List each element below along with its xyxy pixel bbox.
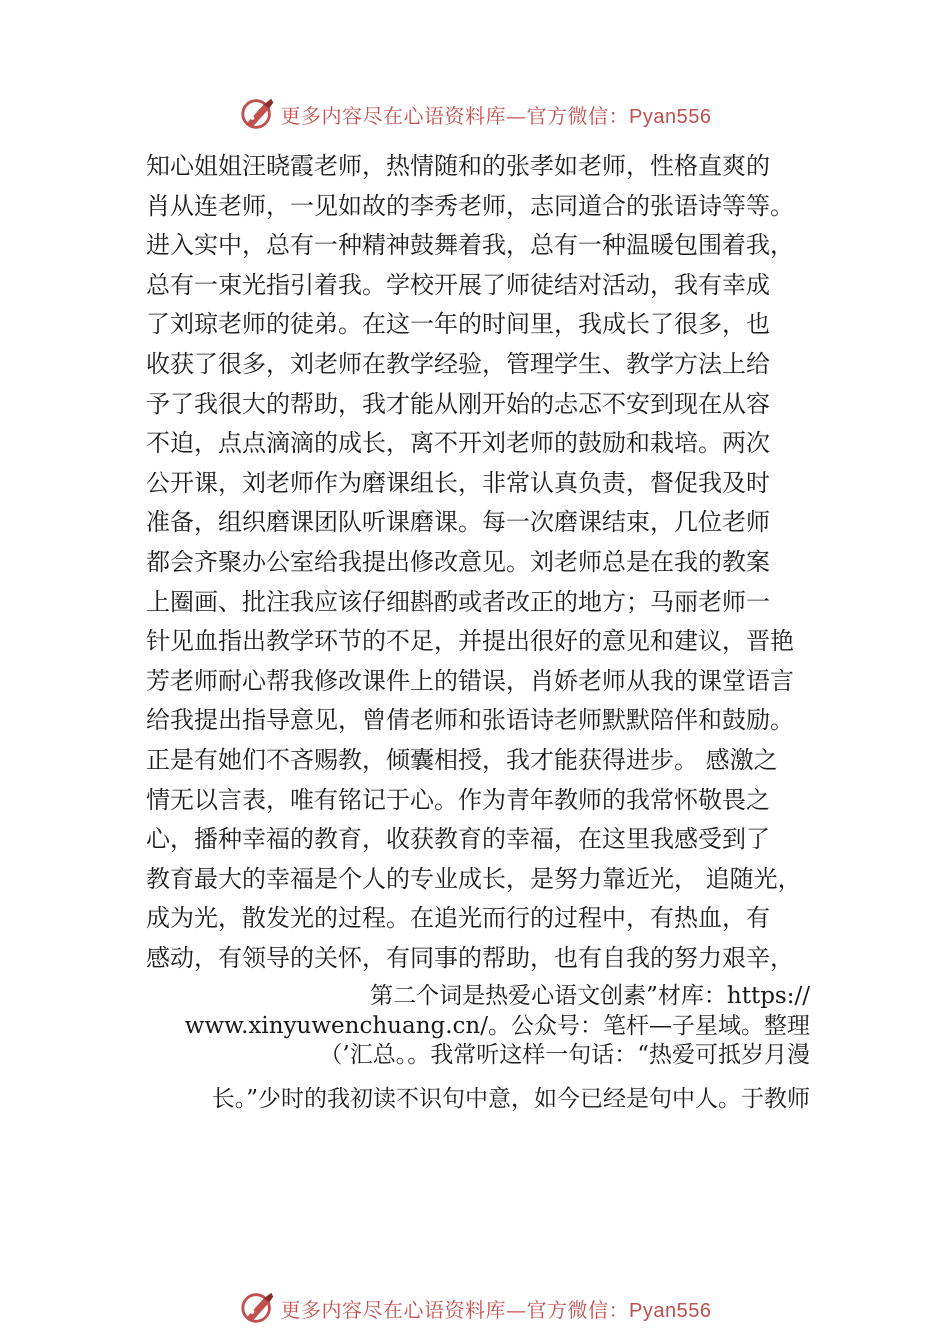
text-line: 针见血指出教学环节的不足，并提出很好的意见和建议，晋艳 (146, 627, 794, 656)
text-line: 肖从连老师，一见如故的李秀老师，志同道合的张语诗等等。 (146, 191, 794, 220)
tail-text-line: 第二个词是热爱心语文创素”材库：https:// (370, 983, 810, 1009)
wechat-id: Pyan556 (629, 105, 712, 128)
text-line: 情无以言表，唯有铭记于心。作为青年教师的我常怀敬畏之 (146, 785, 770, 814)
tail-text-line: （’汇总。。我常听这样一句话：“热爱可抵岁月漫 (319, 1042, 810, 1068)
header-banner (0, 92, 950, 136)
text-line: 都会齐聚办公室给我提出修改意见。刘老师总是在我的教案 (146, 547, 770, 576)
text-line: 上圈画、批注我应该仔细斟酌或者改正的地方；马丽老师一 (146, 587, 770, 616)
wechat-id: Pyan556 (629, 1299, 712, 1322)
footer-banner (0, 1286, 950, 1330)
text-line: 正是有她们不吝赐教，倾囊相授，我才能获得进步。 感激之 (146, 745, 778, 774)
pen-logo-icon (239, 1289, 277, 1327)
text-line: 进入实中，总有一种精神鼓舞着我，总有一种温暖包围着我， (146, 231, 794, 260)
tail-text-line: www.xinyuwenchuang.cn/。公众号：笔杆—子星域。整理 (184, 1012, 810, 1039)
text-line: 给我提出指导意见，曾倩老师和张语诗老师默默陪伴和鼓励。 (146, 706, 794, 735)
text-line: 准备，组织磨课团队听课磨课。每一次磨课结束，几位老师 (146, 508, 770, 537)
text-line: 予了我很大的帮助，我才能从刚开始的忐忑不安到现在从容 (146, 389, 770, 418)
document-tail (146, 982, 810, 1114)
text-line: 了刘琼老师的徒弟。在这一年的时间里，我成长了很多，也 (146, 310, 770, 339)
pen-logo-icon (239, 95, 277, 133)
text-line: 教育最大的幸福是个人的专业成长，是努力靠近光， 追随光， (146, 864, 802, 893)
text-line: 不迫，点点滴滴的成长，离不开刘老师的鼓励和栽培。两次 (146, 429, 770, 458)
text-line: 心，播种幸福的教育，收获教育的幸福，在这里我感受到了 (146, 825, 770, 854)
footer-banner-text: 更多内容尽在心语资料库—官方微信：Pyan556 (280, 1297, 712, 1322)
text-line: 收获了很多，刘老师在教学经验，管理学生、教学方法上给 (146, 349, 770, 378)
tail-text-line: 长。”少时的我初读不识句中意，如今已经是句中人。于教师 (211, 1085, 810, 1112)
text-line: 芳老师耐心帮我修改课件上的错误，肖娇老师从我的课堂语言 (146, 666, 794, 695)
header-banner-text: 更多内容尽在心语资料库—官方微信：Pyan556 (280, 103, 712, 128)
document-body (146, 147, 826, 978)
text-line: 知心姐姐汪晓霞老师，热情随和的张孝如老师，性格直爽的 (146, 152, 770, 180)
text-line: 感动，有领导的关怀，有同事的帮助，也有自我的努力艰辛， (146, 943, 794, 972)
text-line: 成为光，散发光的过程。在追光而行的过程中，有热血，有 (146, 904, 770, 933)
text-line: 公开课，刘老师作为磨课组长，非常认真负责，督促我及时 (146, 468, 770, 497)
text-line: 总有一束光指引着我。学校开展了师徒结对活动，我有幸成 (146, 270, 770, 299)
